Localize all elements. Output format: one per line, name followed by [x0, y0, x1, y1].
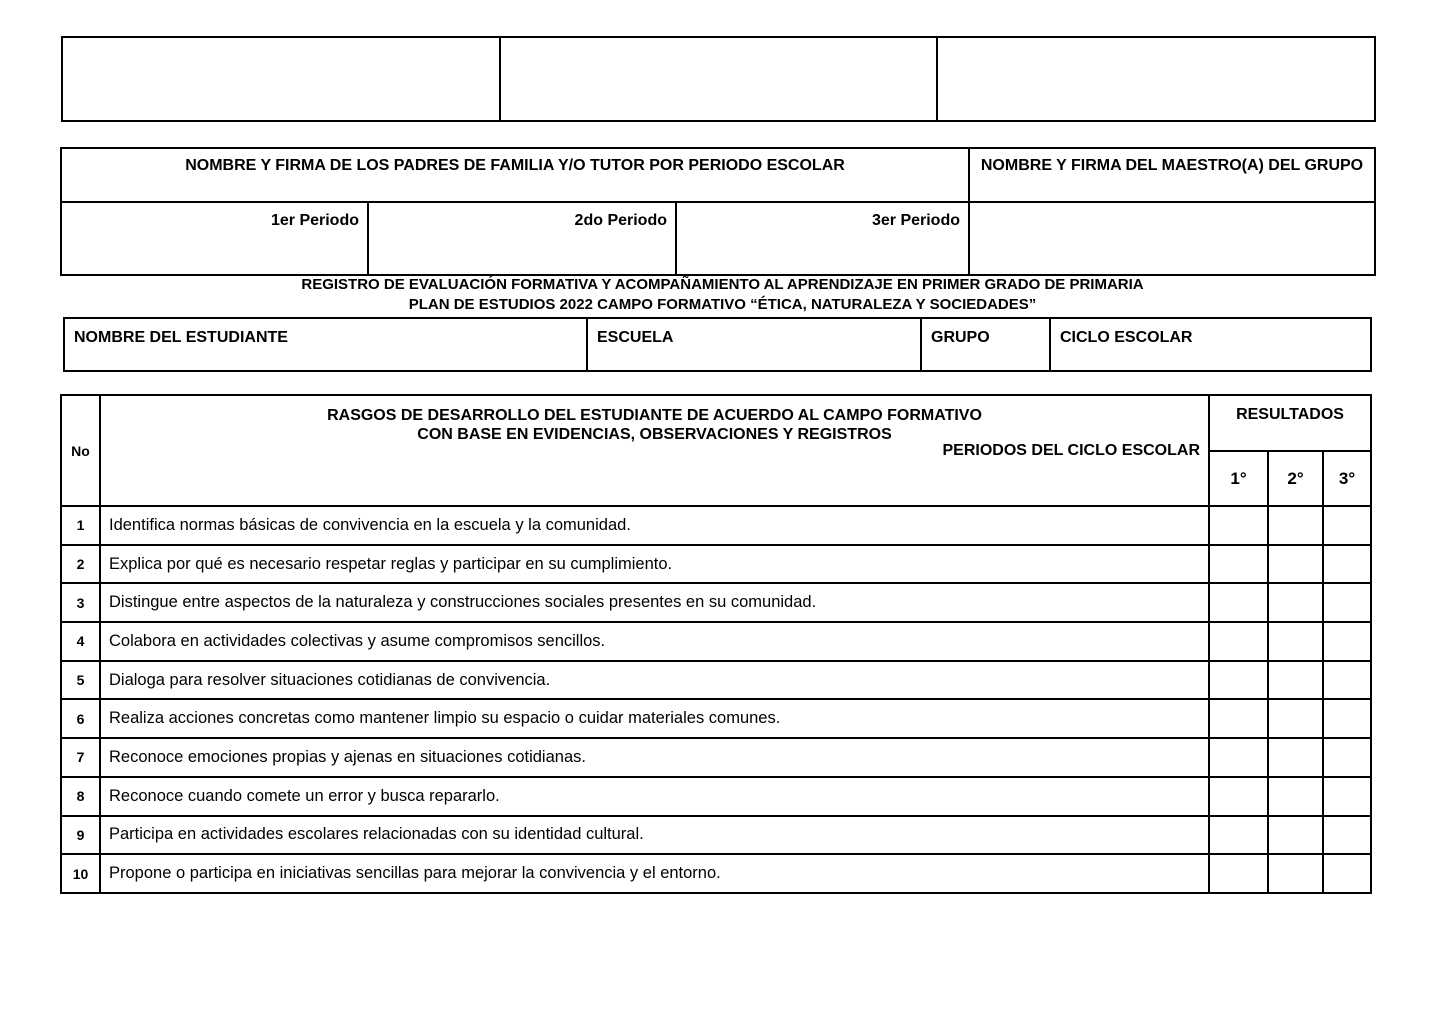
- group-field[interactable]: [922, 319, 1051, 370]
- table-row: [61, 661, 1371, 700]
- result-period-1-cell[interactable]: [1209, 622, 1268, 661]
- teacher-signature-header: NOMBRE Y FIRMA DEL MAESTRO(A) DEL GRUPO: [970, 149, 1374, 203]
- period-1-header: 1°: [1209, 451, 1268, 506]
- table-row: [61, 622, 1371, 661]
- signatures-table: [60, 147, 1376, 276]
- evaluation-table: [60, 394, 1370, 893]
- student-name-field[interactable]: [65, 319, 588, 370]
- row-number: 5: [61, 661, 100, 700]
- result-period-3-cell[interactable]: [1323, 506, 1371, 545]
- period-2-label: 2do Periodo: [574, 212, 667, 229]
- trait-description: Reconoce emociones propias y ajenas en situaciones cotidianas.: [100, 738, 1209, 777]
- trait-description: Realiza acciones concretas como mantener limpio su espacio o cuidar materiales comunes.: [100, 699, 1209, 738]
- periods-header: PERIODOS DEL CICLO ESCOLAR: [942, 442, 1200, 459]
- traits-header-line2: CON BASE EN EVIDENCIAS, OBSERVACIONES Y REGISTROS: [417, 426, 892, 443]
- blank-box-1[interactable]: [63, 38, 501, 120]
- result-period-1-cell[interactable]: [1209, 777, 1268, 816]
- table-row: [61, 583, 1371, 622]
- result-period-2-cell[interactable]: [1268, 622, 1323, 661]
- trait-description: Identifica normas básicas de convivencia en la escuela y la comunidad.: [100, 506, 1209, 545]
- table-row: [61, 545, 1371, 584]
- result-period-3-cell[interactable]: [1323, 816, 1371, 855]
- result-period-2-cell[interactable]: [1268, 583, 1323, 622]
- table-row: [61, 816, 1371, 855]
- table-row: [61, 854, 1371, 893]
- result-period-1-cell[interactable]: [1209, 583, 1268, 622]
- row-number: 1: [61, 506, 100, 545]
- trait-description: Distingue entre aspectos de la naturaleza y construcciones sociales presentes en su comunidad.: [100, 583, 1209, 622]
- row-number: 4: [61, 622, 100, 661]
- period-2-signature-cell[interactable]: [369, 203, 677, 274]
- trait-description: Propone o participa en iniciativas sencillas para mejorar la convivencia y el entorno.: [100, 854, 1209, 893]
- result-period-1-cell[interactable]: [1209, 699, 1268, 738]
- blank-box-2[interactable]: [501, 38, 939, 120]
- trait-description: Reconoce cuando comete un error y busca repararlo.: [100, 777, 1209, 816]
- school-cycle-label: CICLO ESCOLAR: [1060, 329, 1193, 346]
- trait-description: Explica por qué es necesario respetar reglas y participar en su cumplimiento.: [100, 545, 1209, 584]
- table-row: [61, 699, 1371, 738]
- group-label: GRUPO: [931, 329, 990, 346]
- result-period-1-cell[interactable]: [1209, 545, 1268, 584]
- document-subtitle: PLAN DE ESTUDIOS 2022 CAMPO FORMATIVO “ÉTICA, NATURALEZA Y SOCIEDADES”: [408, 296, 1037, 313]
- row-number: 6: [61, 699, 100, 738]
- row-number: 2: [61, 545, 100, 584]
- result-period-1-cell[interactable]: [1209, 661, 1268, 700]
- row-number: 8: [61, 777, 100, 816]
- school-cycle-field[interactable]: [1051, 319, 1370, 370]
- trait-description: Colabora en actividades colectivas y asume compromisos sencillos.: [100, 622, 1209, 661]
- trait-description: Dialoga para resolver situaciones cotidianas de convivencia.: [100, 661, 1209, 700]
- period-2-header: 2°: [1268, 451, 1323, 506]
- result-period-2-cell[interactable]: [1268, 506, 1323, 545]
- document-title: REGISTRO DE EVALUACIÓN FORMATIVA Y ACOMPAÑAMIENTO AL APRENDIZAJE EN PRIMER GRADO DE PRIMARIA: [301, 276, 1144, 293]
- result-period-2-cell[interactable]: [1268, 816, 1323, 855]
- school-label: ESCUELA: [597, 329, 674, 346]
- row-number: 9: [61, 816, 100, 855]
- result-period-1-cell[interactable]: [1209, 854, 1268, 893]
- results-header: RESULTADOS: [1209, 395, 1371, 451]
- table-row: [61, 738, 1371, 777]
- result-period-3-cell[interactable]: [1323, 622, 1371, 661]
- period-1-label: 1er Periodo: [270, 212, 359, 229]
- result-period-3-cell[interactable]: [1323, 699, 1371, 738]
- trait-description: Participa en actividades escolares relacionadas con su identidad cultural.: [100, 816, 1209, 855]
- result-period-2-cell[interactable]: [1268, 738, 1323, 777]
- student-name-label: NOMBRE DEL ESTUDIANTE: [74, 329, 288, 346]
- result-period-3-cell[interactable]: [1323, 777, 1371, 816]
- result-period-2-cell[interactable]: [1268, 545, 1323, 584]
- school-field[interactable]: [588, 319, 922, 370]
- result-period-3-cell[interactable]: [1323, 583, 1371, 622]
- blank-box-3[interactable]: [938, 38, 1374, 120]
- result-period-1-cell[interactable]: [1209, 506, 1268, 545]
- period-1-signature-cell[interactable]: [62, 203, 369, 274]
- teacher-signature-cell[interactable]: [970, 203, 1374, 274]
- result-period-2-cell[interactable]: [1268, 777, 1323, 816]
- result-period-2-cell[interactable]: [1268, 854, 1323, 893]
- result-period-1-cell[interactable]: [1209, 816, 1268, 855]
- result-period-2-cell[interactable]: [1268, 699, 1323, 738]
- period-3-label: 3er Periodo: [871, 212, 960, 229]
- period-3-header: 3°: [1323, 451, 1371, 506]
- period-3-signature-cell[interactable]: [677, 203, 970, 274]
- row-number: 7: [61, 738, 100, 777]
- table-row: [61, 506, 1371, 545]
- traits-header-line1: RASGOS DE DESARROLLO DEL ESTUDIANTE DE ACUERDO AL CAMPO FORMATIVO: [327, 407, 982, 424]
- parents-signature-header: NOMBRE Y FIRMA DE LOS PADRES DE FAMILIA Y/O TUTOR POR PERIODO ESCOLAR: [62, 149, 970, 203]
- traits-header: [100, 395, 1209, 506]
- no-header: No: [61, 395, 100, 506]
- result-period-3-cell[interactable]: [1323, 661, 1371, 700]
- row-number: 3: [61, 583, 100, 622]
- student-info-row: [63, 317, 1372, 372]
- table-row: [61, 777, 1371, 816]
- result-period-2-cell[interactable]: [1268, 661, 1323, 700]
- result-period-3-cell[interactable]: [1323, 738, 1371, 777]
- result-period-3-cell[interactable]: [1323, 545, 1371, 584]
- result-period-1-cell[interactable]: [1209, 738, 1268, 777]
- top-blank-boxes: [61, 36, 1376, 122]
- row-number: 10: [61, 854, 100, 893]
- result-period-3-cell[interactable]: [1323, 854, 1371, 893]
